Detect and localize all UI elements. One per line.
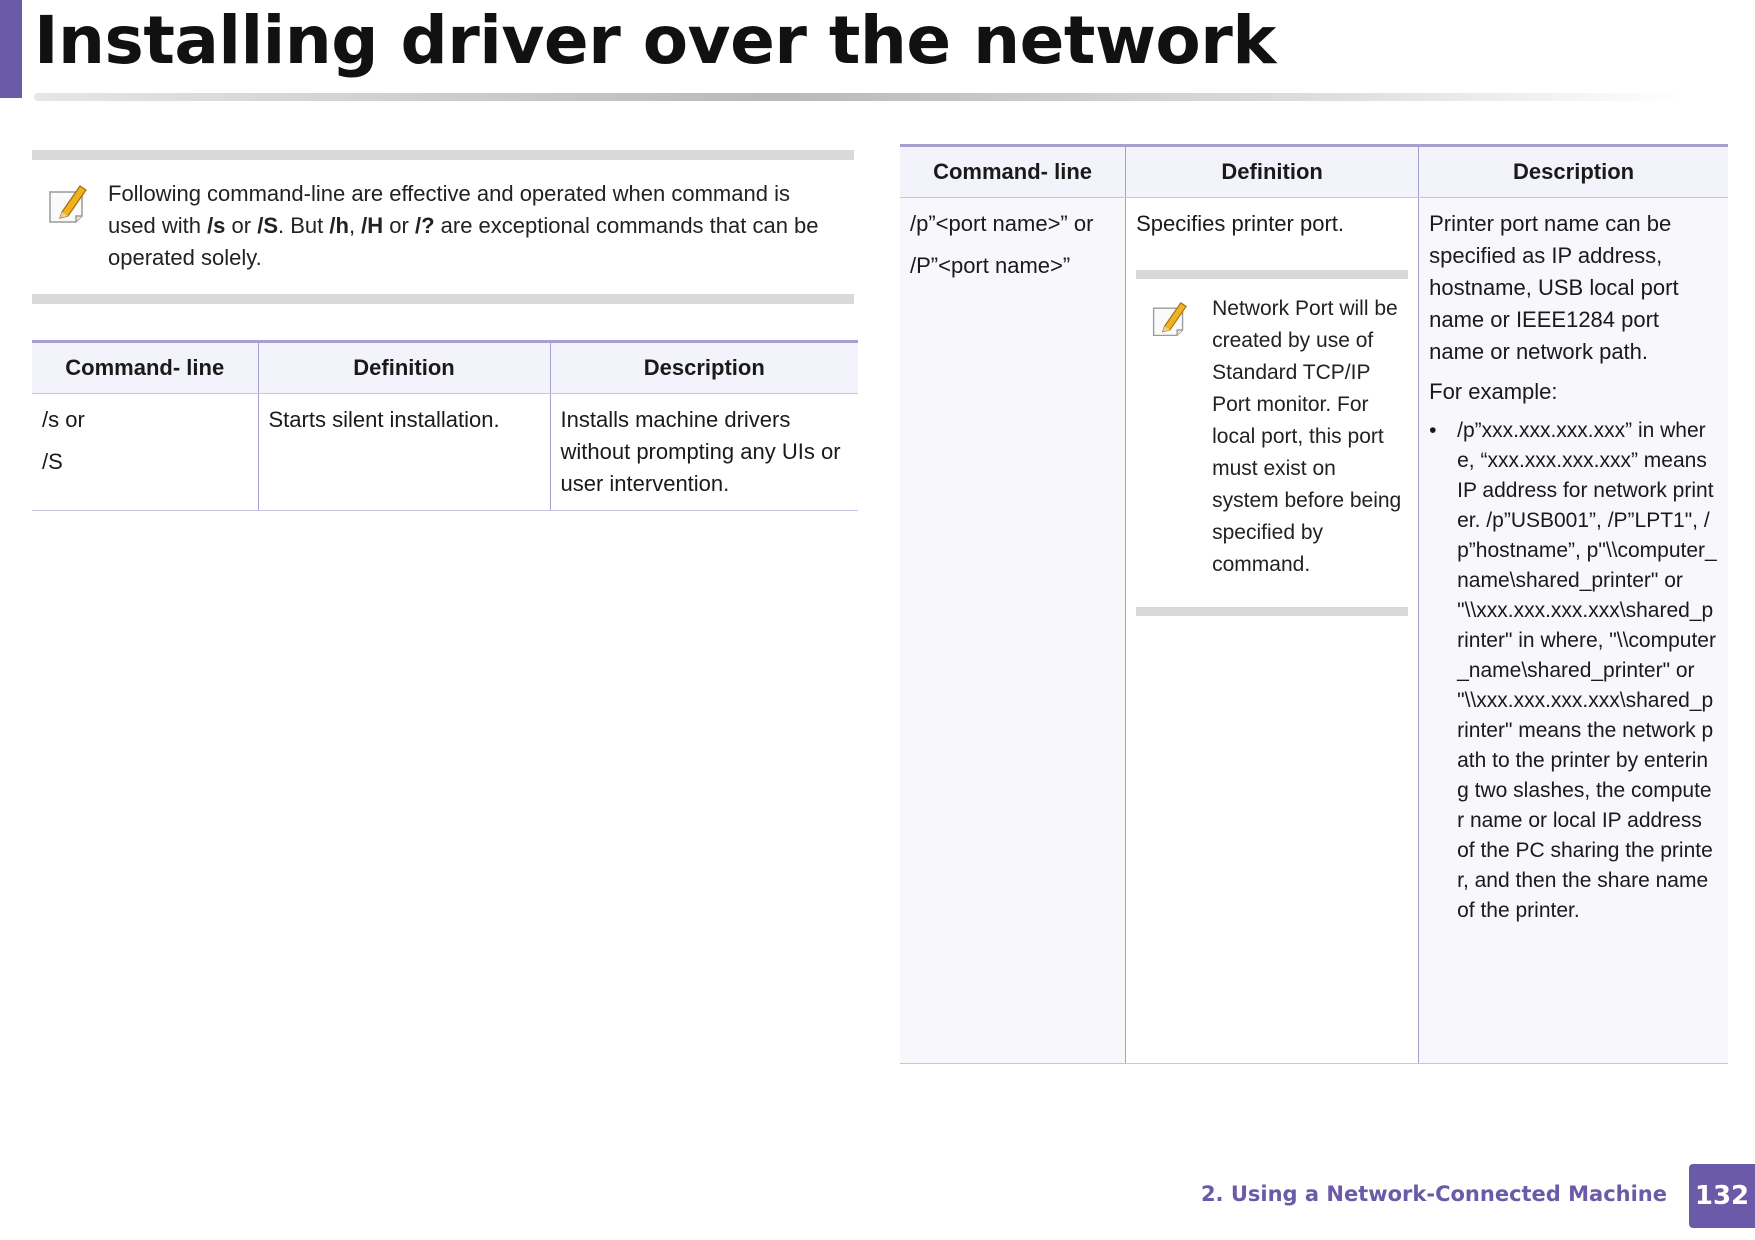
list-item [1429,416,1718,926]
definition-cell [1126,198,1419,1064]
inner-note-text: Network Port will be created by use of Standard TCP/IP Port monitor. For local port, this port must exist on system before being specified by command. [1212,297,1402,576]
description-cell: Installs machine drivers without prompting any UIs or user intervention. [550,394,858,511]
command-table-left [32,340,858,511]
title-underline [34,93,1684,101]
inner-note-box [1136,270,1408,616]
bullet-marker: • [1429,419,1437,442]
definition-cell: Starts silent installation. [258,394,550,511]
column-header: Definition [1126,146,1419,198]
definition-text: Specifies printer port. [1136,211,1344,236]
table-row [32,394,858,511]
column-header: Description [1419,146,1728,198]
command-cell: /p”<port name>” or /P”<port name>” [900,198,1126,1064]
table-row [900,198,1728,1064]
description-cell [1419,198,1728,1064]
left-accent-bar [0,0,22,98]
pencil-note-icon [46,182,88,228]
column-header: Command- line [32,342,258,394]
column-header: Description [550,342,858,394]
note-text: Following command-line are effective and operated when command is used with /s or /S. But /h, /H or /? are exceptional commands that can be operated solely. [108,181,819,270]
column-header: Definition [258,342,550,394]
bullet-text: /p”xxx.xxx.xxx.xxx” in where, “xxx.xxx.xxx.xxx” means IP address for network printer. /p”USB001”, /P”LPT1", /p”hostname”, p"\\computer_name\shared_printer" or "\\xxx.xxx.xxx.xxx\shared_printer" in where, "\\computer_name\shared_printer" or "\\xxx.xxx.xxx.xxx\shared_printer" means the network path to the printer by entering two slashes, the computer name or local IP address of the PC sharing the printer, and then the share name of the printer. [1457,419,1717,922]
column-header: Command- line [900,146,1126,198]
table-header-row [900,146,1728,198]
page-number: 132 [1689,1164,1755,1228]
footer-section-title: 2. Using a Network-Connected Machine [1200,1182,1667,1206]
command-cell: /s or /S [32,394,258,511]
description-intro: Printer port name can be specified as IP address, hostname, USB local port name or IEEE1284 port name or network path. [1429,211,1679,364]
pencil-note-icon [1150,299,1188,341]
command-table-right [900,144,1728,1064]
description-example-label: For example: [1429,379,1558,404]
note-box [32,150,854,304]
table-header-row [32,342,858,394]
page-title: Installing driver over the network [34,2,1276,79]
